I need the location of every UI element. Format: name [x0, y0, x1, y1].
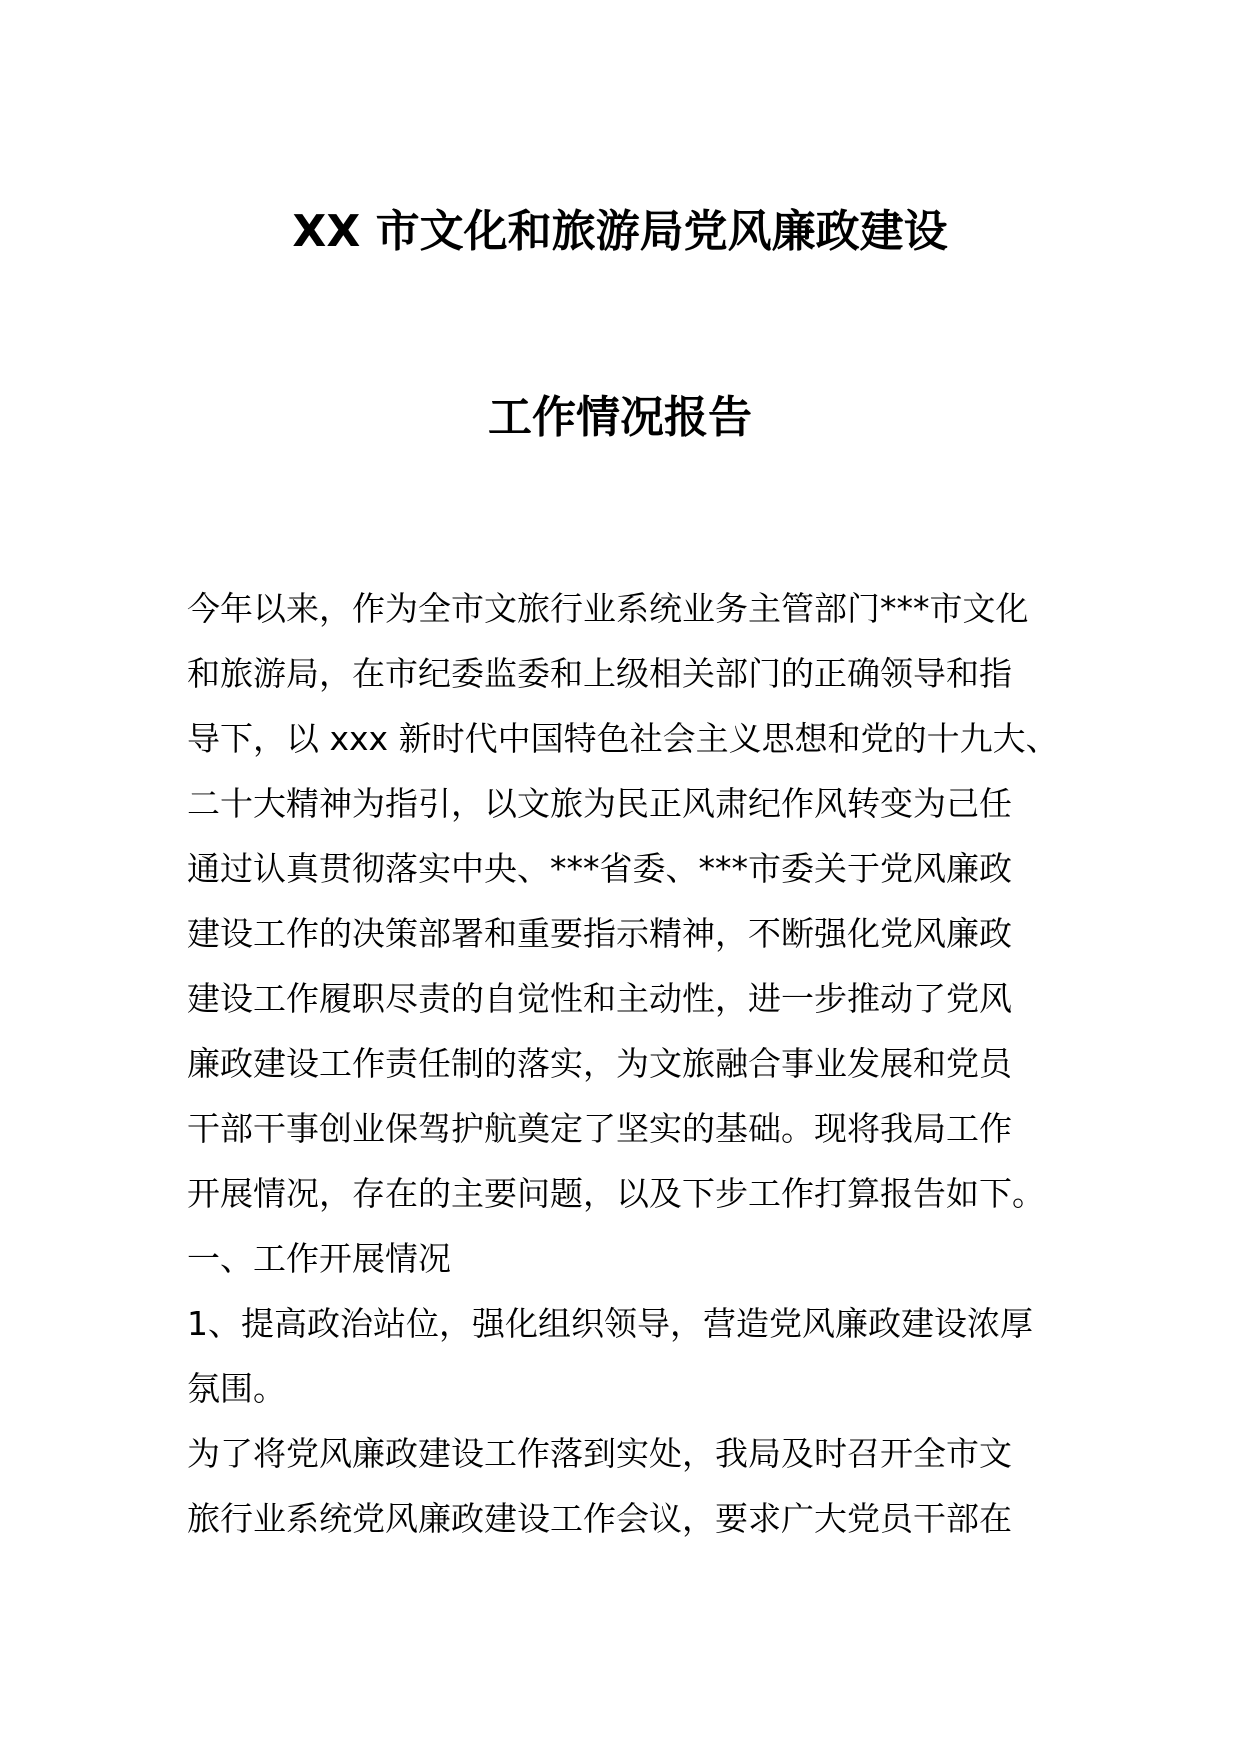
body-line: 建设工作履职尽责的自觉性和主动性，进一步推动了党风	[187, 979, 1012, 1018]
body-line: 导下，以 xxx 新时代中国特色社会主义思想和党的十九大、	[187, 719, 1059, 758]
subsection-heading: 1、提高政治站位，强化组织领导，营造党风廉政建设浓厚	[187, 1304, 1033, 1343]
body-line: 干部干事创业保驾护航奠定了坚实的基础。现将我局工作	[187, 1109, 1012, 1148]
body-line: 为了将党风廉政建设工作落到实处，我局及时召开全市文	[187, 1434, 1012, 1473]
body-line: 和旅游局，在市纪委监委和上级相关部门的正确领导和指	[187, 654, 1012, 693]
document-title-line-1: XX 市文化和旅游局党风廉政建设	[292, 206, 948, 257]
body-line: 廉政建设工作责任制的落实，为文旅融合事业发展和党员	[187, 1044, 1012, 1083]
body-line: 今年以来，作为全市文旅行业系统业务主管部门***市文化	[187, 589, 1029, 628]
body-line: 旅行业系统党风廉政建设工作会议，要求广大党员干部在	[187, 1499, 1012, 1538]
document-title-line-2: 工作情况报告	[488, 392, 752, 443]
body-line: 开展情况，存在的主要问题，以及下步工作打算报告如下。	[187, 1174, 1045, 1213]
body-line: 建设工作的决策部署和重要指示精神，不断强化党风廉政	[187, 914, 1012, 953]
document-body	[187, 576, 1067, 1551]
body-line: 通过认真贯彻落实中央、***省委、***市委关于党风廉政	[187, 849, 1012, 888]
section-heading: 一、工作开展情况	[187, 1239, 451, 1278]
subsection-heading-continuation: 氛围。	[187, 1369, 286, 1408]
body-line: 二十大精神为指引，以文旅为民正风肃纪作风转变为己任	[187, 784, 1012, 823]
